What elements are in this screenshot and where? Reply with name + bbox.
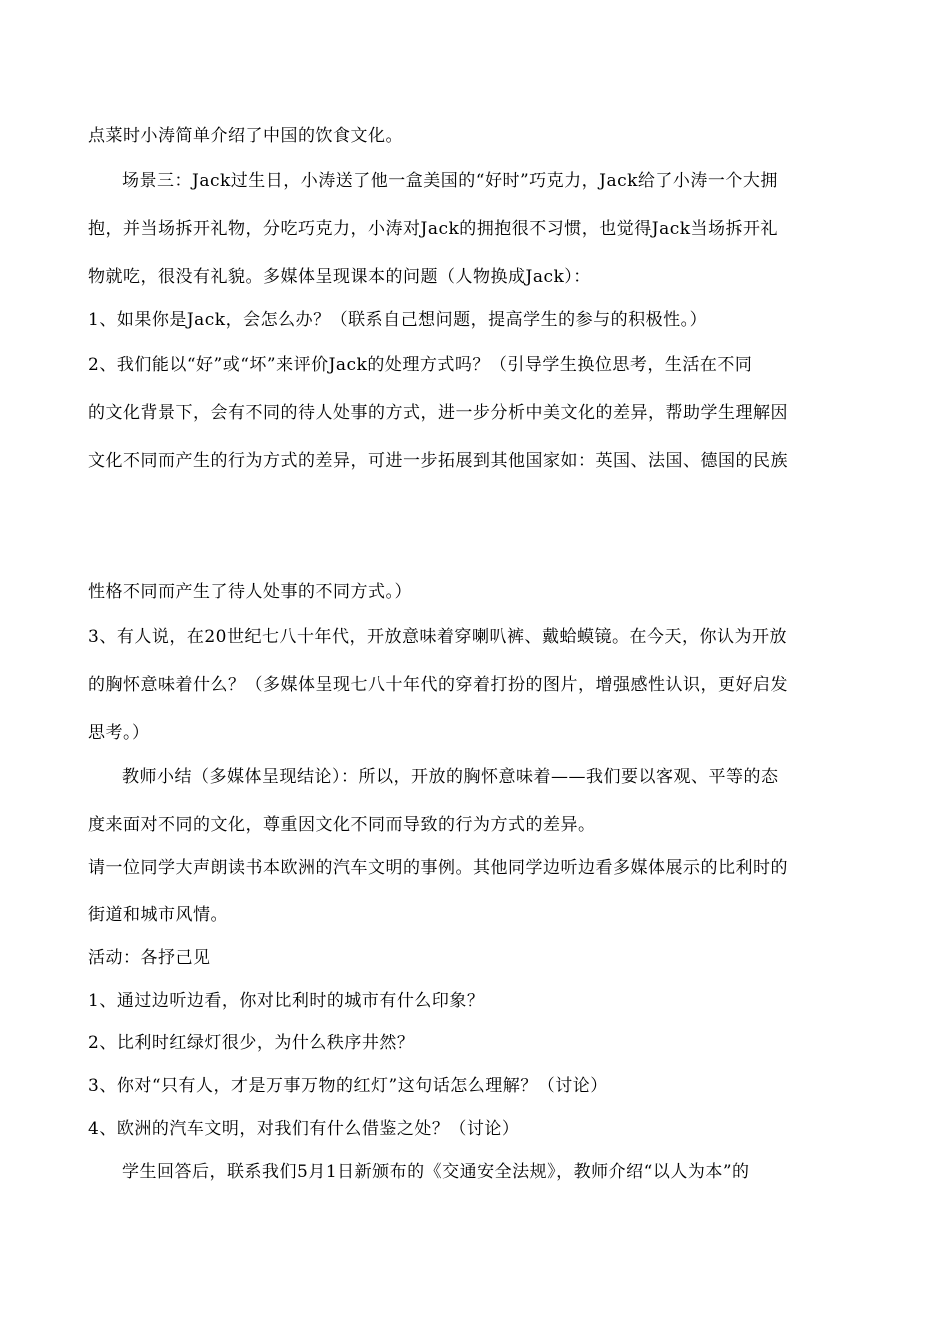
paragraph-line: 的胸怀意味着什么？（多媒体呈现七八十年代的穿着打扮的图片，增强感性认识，更好启发 xyxy=(88,675,788,695)
paragraph-line: 请一位同学大声朗读书本欧洲的汽车文明的事例。其他同学边听边看多媒体展示的比利时的 xyxy=(88,858,788,878)
paragraph-line: 4、欧洲的汽车文明，对我们有什么借鉴之处？（讨论） xyxy=(88,1119,520,1139)
paragraph-line: 性格不同而产生了待人处事的不同方式。） xyxy=(88,582,412,602)
paragraph-line: 场景三：Jack过生日，小涛送了他一盒美国的“好时”巧克力，Jack给了小涛一个大拥 xyxy=(122,171,778,191)
paragraph-line: 教师小结（多媒体呈现结论）：所以，开放的胸怀意味着——我们要以客观、平等的态 xyxy=(122,767,779,787)
paragraph-line: 点菜时小涛简单介绍了中国的饮食文化。 xyxy=(88,126,403,146)
paragraph-line: 的文化背景下，会有不同的待人处事的方式，进一步分析中美文化的差异，帮助学生理解因 xyxy=(88,403,788,423)
paragraph-line: 3、有人说，在20世纪七八十年代，开放意味着穿喇叭裤、戴蛤蟆镜。在今天，你认为开放 xyxy=(88,627,787,647)
paragraph-line: 学生回答后，联系我们5月1日新颁布的《交通安全法规》，教师介绍“以人为本”的 xyxy=(122,1162,750,1182)
paragraph-line: 度来面对不同的文化，尊重因文化不同而导致的行为方式的差异。 xyxy=(88,815,596,835)
paragraph-line: 文化不同而产生的行为方式的差异，可进一步拓展到其他国家如：英国、法国、德国的民族 xyxy=(88,451,788,471)
paragraph-line: 1、如果你是Jack，会怎么办？（联系自己想问题，提高学生的参与的积极性。） xyxy=(88,310,708,330)
paragraph-line: 2、我们能以“好”或“坏”来评价Jack的处理方式吗？（引导学生换位思考，生活在不同 xyxy=(88,355,753,375)
paragraph-line: 2、比利时红绿灯很少，为什么秩序井然？ xyxy=(88,1033,415,1053)
paragraph-line: 1、通过边听边看，你对比利时的城市有什么印象？ xyxy=(88,991,485,1011)
paragraph-line: 抱，并当场拆开礼物，分吃巧克力，小涛对Jack的拥抱很不习惯，也觉得Jack当场拆开礼 xyxy=(88,219,779,239)
paragraph-line: 街道和城市风情。 xyxy=(88,905,228,925)
paragraph-line: 物就吃，很没有礼貌。多媒体呈现课本的问题（人物换成Jack）： xyxy=(88,267,591,287)
paragraph-line: 活动：各抒己见 xyxy=(88,948,211,968)
paragraph-line: 思考。） xyxy=(88,723,150,743)
paragraph-line: 3、你对“只有人，才是万事万物的红灯”这句话怎么理解？（讨论） xyxy=(88,1076,608,1096)
